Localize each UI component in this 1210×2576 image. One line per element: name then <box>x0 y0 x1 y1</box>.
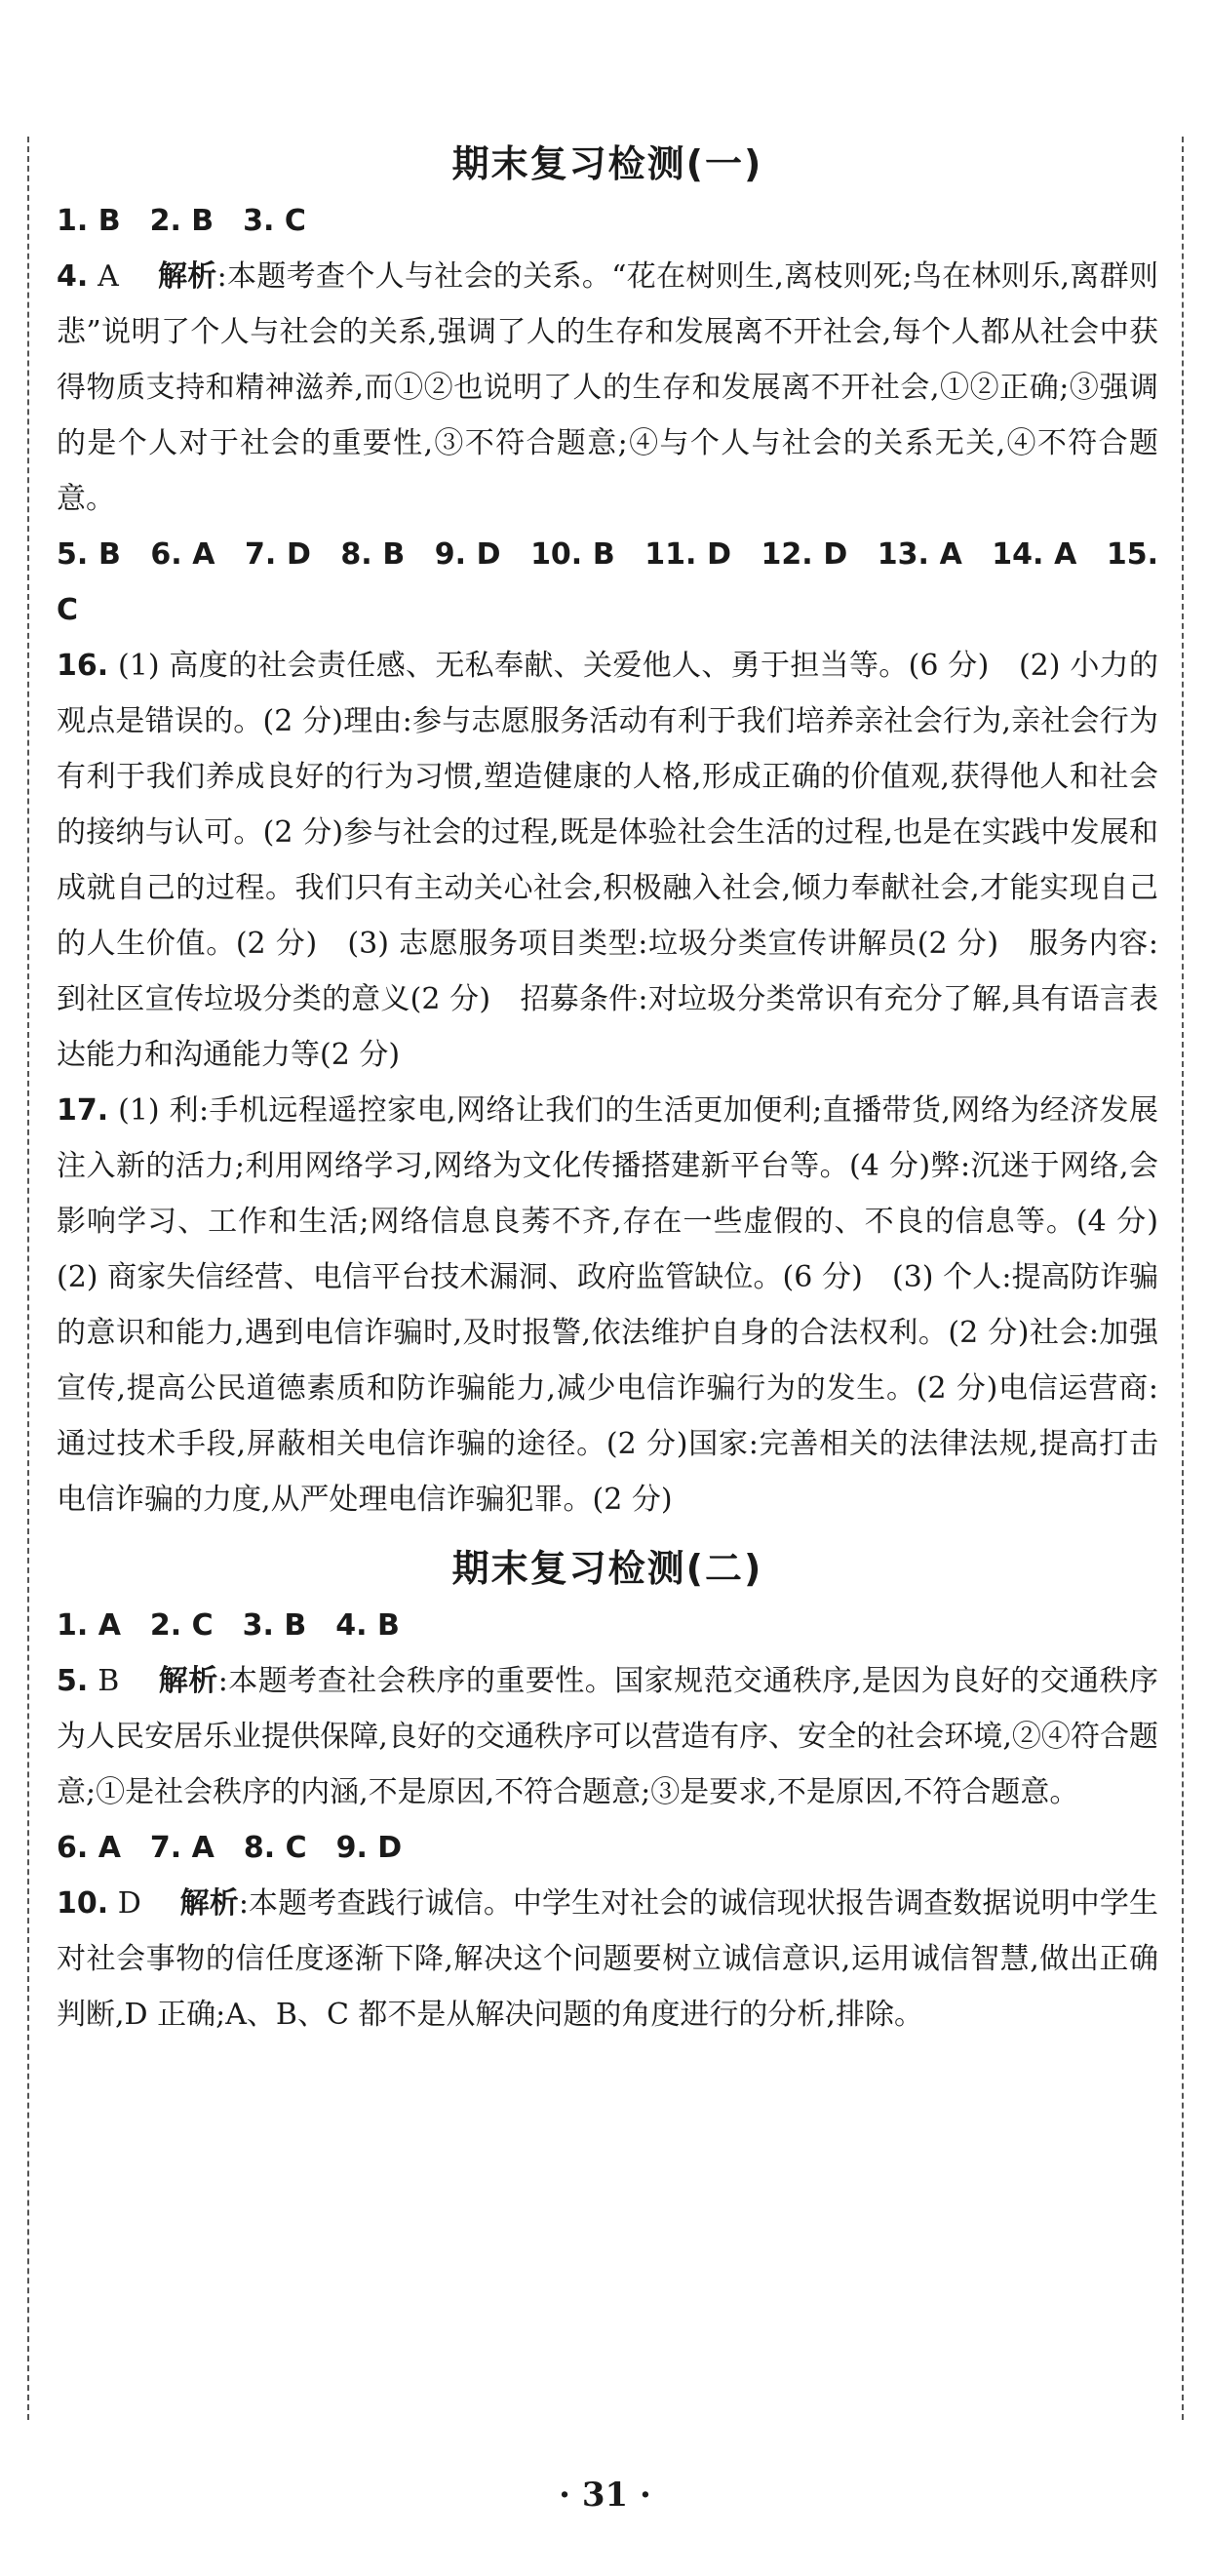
s2-q5-analysis-text: :本题考查社会秩序的重要性。国家规范交通秩序,是因为良好的交通秩序为人民安居乐业提供保障,良好的交通秩序可以营造有序、安全的社会环境,②④符合题意;①是社会秩序的内涵,不是原因,不符合题意;③是要求,不是原因,不符合题意。 <box>57 1664 1158 1809</box>
q4-answer: A <box>98 259 119 294</box>
section1-answers-1-3: 1. B 2. B 3. C <box>57 204 306 238</box>
s2-q5-number: 5. <box>57 1664 89 1698</box>
page-content <box>57 135 1188 2042</box>
section2-answers-1-4: 1. A 2. C 3. B 4. B <box>57 1608 400 1643</box>
q4-number: 4. <box>57 259 89 294</box>
q16-number: 16. <box>57 649 109 683</box>
s2-q5-answer: B <box>98 1664 120 1698</box>
s2-q10-number: 10. <box>57 1886 109 1921</box>
section2-title: 期末复习检测(二) <box>451 1547 763 1590</box>
section2-q10 <box>57 1876 1158 2042</box>
s2-q10-analysis-text: :本题考查践行诚信。中学生对社会的诚信现状报告调查数据说明中学生对社会事物的信任度逐渐下降,解决这个问题要树立诚信意识,运用诚信智慧,做出正确判断,D 正确;A、B、C 都不是从解决问题的角度进行的分析,排除。 <box>57 1886 1159 2032</box>
section1-q16 <box>57 638 1158 1083</box>
section1-title: 期末复习检测(一) <box>451 142 763 185</box>
s2-q10-answer: D <box>117 1886 141 1921</box>
page-number: · 31 · <box>559 2476 651 2515</box>
q4-analysis-text: :本题考查个人与社会的关系。“花在树则生,离枝则死;鸟在林则乐,离群则悲”说明了个人与社会的关系,强调了人的生存和发展离不开社会,每个人都从社会中获得物质支持和精神滋养,而①②也说明了人的生存和发展离不开社会,①②正确;③强调的是个人对于社会的重要性,③不符合题意;④与个人与社会的关系无关,④不符合题意。 <box>57 259 1158 516</box>
section1-q4 <box>57 249 1158 527</box>
q4-analysis-label: 解析 <box>157 259 217 294</box>
left-dashed-margin-line <box>27 137 29 2420</box>
right-dashed-margin-line <box>1182 137 1184 2420</box>
section2-q5 <box>57 1653 1158 1820</box>
q16-text: (1) 高度的社会责任感、无私奉献、关爱他人、勇于担当等。(6 分) (2) 小力的观点是错误的。(2 分)理由:参与志愿服务活动有利于我们培养亲社会行为,亲社会行为有利于我们养成良好的行为习惯,塑造健康的人格,形成正确的价值观,获得他人和社会的接纳与认可。(2 分)参与社会的过程,既是体验社会生活的过程,也是在实践中发展和成就自己的过程。我们只有主动关心社会,积极融入社会,倾力奉献社会,才能实现自己的人生价值。(2 分) (3) 志愿服务项目类型:垃圾分类宣传讲解员(2 分) 服务内容:到社区宣传垃圾分类的意义(2 分) 招募条件:对垃圾分类常识有充分了解,具有语言表达能力和沟通能力等(2 分) <box>57 649 1158 1072</box>
section1-answers-5-15: 5. B 6. A 7. D 8. B 9. D 10. B 11. D 12. D 13. A 14. A 15. C <box>57 537 1158 627</box>
section1-q17 <box>57 1083 1188 1527</box>
section2-answers-6-9: 6. A 7. A 8. C 9. D <box>57 1831 403 1865</box>
q17-text: (1) 利:手机远程遥控家电,网络让我们的生活更加便利;直播带货,网络为经济发展注入新的活力;利用网络学习,网络为文化传播搭建新平台等。(4 分)弊:沉迷于网络,会影响学习、工作和生活;网络信息良莠不齐,存在一些虚假的、不良的信息等。(4 分) (2) 商家失信经营、电信平台技术漏洞、政府监管缺位。(6 分) (3) 个人:提高防诈骗的意识和能力,遇到电信诈骗时,及时报警,依法维护自身的合法权利。(2 分)社会:加强宣传,提高公民道德素质和防诈骗能力,减少电信诈骗行为的发生。(2 分)电信运营商:通过技术手段,屏蔽相关电信诈骗的途径。(2 分)国家:完善相关的法律法规,提高打击电信诈骗的力度,从严处理电信诈骗犯罪。(2 分) <box>57 1093 1188 1517</box>
q17-number: 17. <box>57 1093 109 1128</box>
s2-q5-analysis-label: 解析 <box>158 1664 218 1698</box>
s2-q10-analysis-label: 解析 <box>179 1886 239 1921</box>
